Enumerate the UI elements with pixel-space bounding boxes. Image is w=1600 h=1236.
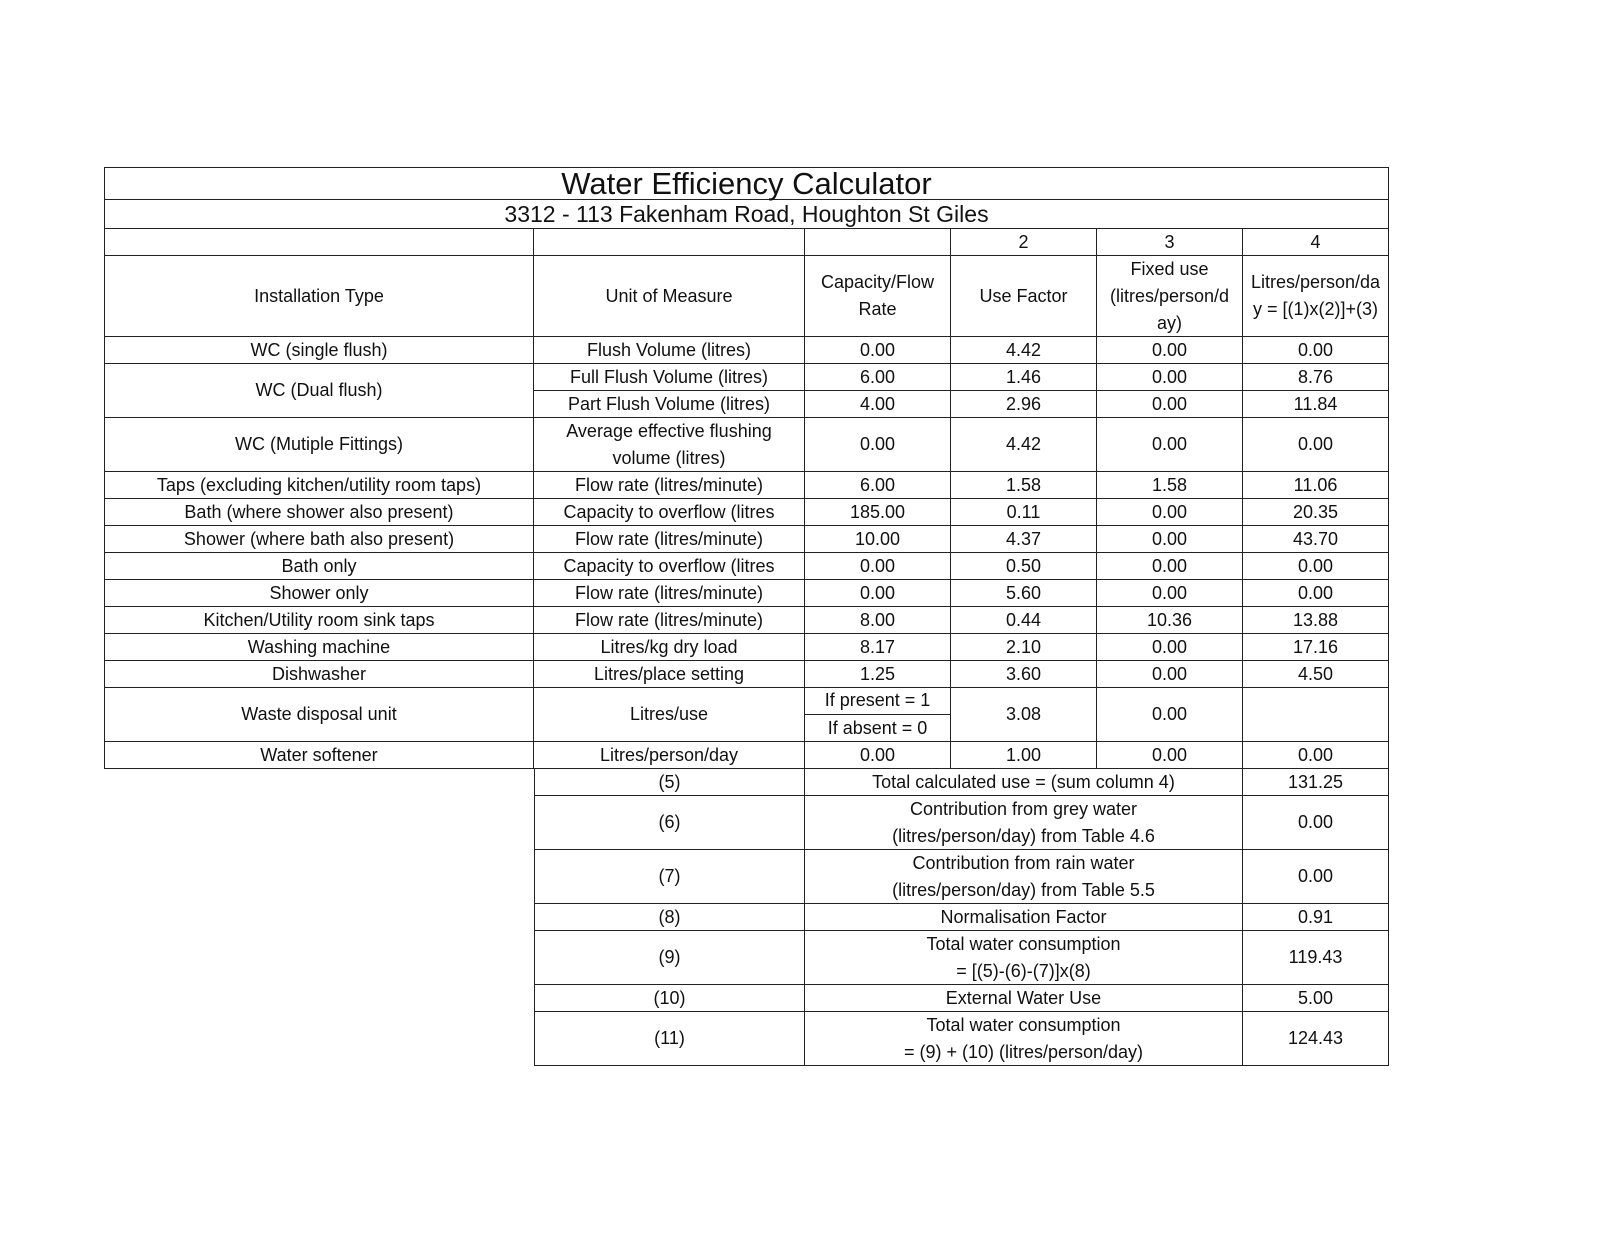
summary-8-desc: Normalisation Factor bbox=[805, 904, 1243, 931]
header-litres-line1: Litres/person/da bbox=[1250, 272, 1381, 292]
row-wc-dual-full-litres: 8.76 bbox=[1243, 364, 1389, 391]
col-number-2 bbox=[534, 229, 805, 256]
row-wc-dual-part-capacity: 4.00 bbox=[805, 391, 951, 418]
row-kitchen-taps-litres: 13.88 bbox=[1243, 607, 1389, 634]
row-dishwasher-litres: 4.50 bbox=[1243, 661, 1389, 688]
col-number-5: 3 bbox=[1097, 229, 1243, 256]
row-water-softener-capacity: 0.00 bbox=[805, 742, 951, 769]
col-number-4: 2 bbox=[951, 229, 1097, 256]
row-bath-only-type: Bath only bbox=[104, 553, 534, 580]
row-water-softener-unit: Litres/person/day bbox=[534, 742, 805, 769]
header-capacity-line1: Capacity/Flow bbox=[820, 272, 935, 292]
header-capacity bbox=[805, 256, 951, 337]
row-water-softener-fixed: 0.00 bbox=[1097, 742, 1243, 769]
row-wc-dual-part-unit: Part Flush Volume (litres) bbox=[534, 391, 805, 418]
summary-6-ref: (6) bbox=[534, 796, 805, 850]
header-capacity-line2: Rate bbox=[858, 299, 897, 319]
row-kitchen-taps-capacity: 8.00 bbox=[805, 607, 951, 634]
row-kitchen-taps-fixed: 10.36 bbox=[1097, 607, 1243, 634]
row-bath-only-use-factor: 0.50 bbox=[951, 553, 1097, 580]
col-number-6: 4 bbox=[1243, 229, 1389, 256]
row-shower-with-bath-capacity: 10.00 bbox=[805, 526, 951, 553]
summary-9-desc-line1: Total water consumption bbox=[926, 933, 1121, 954]
row-washing-machine-type: Washing machine bbox=[104, 634, 534, 661]
row-taps-fixed: 1.58 bbox=[1097, 472, 1243, 499]
row-wc-dual-full-unit: Full Flush Volume (litres) bbox=[534, 364, 805, 391]
row-wc-single-litres: 0.00 bbox=[1243, 337, 1389, 364]
row-wc-multiple-unit-line1: Average effective flushing bbox=[566, 420, 772, 441]
row-washing-machine-unit: Litres/kg dry load bbox=[534, 634, 805, 661]
waste-disposal-if-present: If present = 1 bbox=[805, 688, 950, 715]
header-litres-line2: y = [(1)x(2)]+(3) bbox=[1252, 299, 1379, 319]
summary-spacer bbox=[104, 1012, 534, 1066]
page-title: Water Efficiency Calculator bbox=[104, 167, 1389, 200]
summary-7-ref: (7) bbox=[534, 850, 805, 904]
row-shower-with-bath-type: Shower (where bath also present) bbox=[104, 526, 534, 553]
row-bath-with-shower-use-factor: 0.11 bbox=[951, 499, 1097, 526]
header-fixed-use-line1: Fixed use bbox=[1130, 258, 1209, 279]
row-wc-multiple-capacity: 0.00 bbox=[805, 418, 951, 472]
summary-7-value: 0.00 bbox=[1243, 850, 1389, 904]
row-waste-disposal-litres bbox=[1243, 688, 1389, 742]
row-wc-dual-part-fixed: 0.00 bbox=[1097, 391, 1243, 418]
summary-6-desc-line2: (litres/person/day) from Table 4.6 bbox=[892, 825, 1155, 846]
summary-11-desc bbox=[805, 1012, 1243, 1066]
header-fixed-use bbox=[1097, 256, 1243, 337]
row-shower-with-bath-unit: Flow rate (litres/minute) bbox=[534, 526, 805, 553]
row-bath-only-litres: 0.00 bbox=[1243, 553, 1389, 580]
summary-11-desc-line2: = (9) + (10) (litres/person/day) bbox=[903, 1041, 1144, 1062]
col-number-3 bbox=[805, 229, 951, 256]
summary-spacer bbox=[104, 850, 534, 904]
row-water-softener-type: Water softener bbox=[104, 742, 534, 769]
row-wc-single-unit: Flush Volume (litres) bbox=[534, 337, 805, 364]
row-washing-machine-use-factor: 2.10 bbox=[951, 634, 1097, 661]
summary-5-ref: (5) bbox=[534, 769, 805, 796]
summary-7-desc bbox=[805, 850, 1243, 904]
row-taps-capacity: 6.00 bbox=[805, 472, 951, 499]
row-wc-multiple-fixed: 0.00 bbox=[1097, 418, 1243, 472]
row-bath-with-shower-litres: 20.35 bbox=[1243, 499, 1389, 526]
row-waste-disposal-unit: Litres/use bbox=[534, 688, 805, 742]
summary-11-ref: (11) bbox=[534, 1012, 805, 1066]
row-shower-only-litres: 0.00 bbox=[1243, 580, 1389, 607]
col-number-1 bbox=[104, 229, 534, 256]
row-kitchen-taps-type: Kitchen/Utility room sink taps bbox=[104, 607, 534, 634]
summary-7-desc-line1: Contribution from rain water bbox=[912, 852, 1135, 873]
address-subtitle: 3312 - 113 Fakenham Road, Houghton St Giles bbox=[104, 200, 1389, 229]
row-waste-disposal-capacity bbox=[805, 688, 951, 742]
row-wc-dual-part-use-factor: 2.96 bbox=[951, 391, 1097, 418]
row-bath-only-capacity: 0.00 bbox=[805, 553, 951, 580]
summary-8-value: 0.91 bbox=[1243, 904, 1389, 931]
row-wc-multiple-litres: 0.00 bbox=[1243, 418, 1389, 472]
summary-8-ref: (8) bbox=[534, 904, 805, 931]
row-shower-with-bath-litres: 43.70 bbox=[1243, 526, 1389, 553]
row-shower-only-capacity: 0.00 bbox=[805, 580, 951, 607]
summary-spacer bbox=[104, 904, 534, 931]
waste-disposal-if-absent: If absent = 0 bbox=[827, 717, 928, 738]
summary-spacer bbox=[104, 985, 534, 1012]
row-dishwasher-fixed: 0.00 bbox=[1097, 661, 1243, 688]
calculator-table bbox=[104, 167, 1389, 1066]
row-wc-dual-type: WC (Dual flush) bbox=[104, 364, 534, 418]
row-wc-dual-full-capacity: 6.00 bbox=[805, 364, 951, 391]
row-washing-machine-fixed: 0.00 bbox=[1097, 634, 1243, 661]
row-dishwasher-type: Dishwasher bbox=[104, 661, 534, 688]
summary-9-value: 119.43 bbox=[1243, 931, 1389, 985]
row-wc-dual-full-fixed: 0.00 bbox=[1097, 364, 1243, 391]
row-kitchen-taps-unit: Flow rate (litres/minute) bbox=[534, 607, 805, 634]
summary-spacer bbox=[104, 796, 534, 850]
header-use-factor: Use Factor bbox=[951, 256, 1097, 337]
row-shower-with-bath-use-factor: 4.37 bbox=[951, 526, 1097, 553]
row-wc-single-capacity: 0.00 bbox=[805, 337, 951, 364]
row-wc-multiple-unit bbox=[534, 418, 805, 472]
row-bath-only-unit: Capacity to overflow (litres bbox=[534, 553, 805, 580]
row-wc-multiple-unit-line2: volume (litres) bbox=[612, 447, 726, 468]
row-washing-machine-capacity: 8.17 bbox=[805, 634, 951, 661]
row-shower-with-bath-fixed: 0.00 bbox=[1097, 526, 1243, 553]
row-shower-only-type: Shower only bbox=[104, 580, 534, 607]
summary-10-ref: (10) bbox=[534, 985, 805, 1012]
row-washing-machine-litres: 17.16 bbox=[1243, 634, 1389, 661]
summary-5-value: 131.25 bbox=[1243, 769, 1389, 796]
header-fixed-use-line3: ay) bbox=[1156, 312, 1182, 333]
summary-9-ref: (9) bbox=[534, 931, 805, 985]
row-shower-only-fixed: 0.00 bbox=[1097, 580, 1243, 607]
row-bath-with-shower-fixed: 0.00 bbox=[1097, 499, 1243, 526]
row-water-softener-use-factor: 1.00 bbox=[951, 742, 1097, 769]
row-bath-with-shower-capacity: 185.00 bbox=[805, 499, 951, 526]
row-dishwasher-use-factor: 3.60 bbox=[951, 661, 1097, 688]
row-taps-unit: Flow rate (litres/minute) bbox=[534, 472, 805, 499]
summary-6-desc-line1: Contribution from grey water bbox=[909, 798, 1138, 819]
header-unit-of-measure: Unit of Measure bbox=[534, 256, 805, 337]
row-wc-dual-full-use-factor: 1.46 bbox=[951, 364, 1097, 391]
summary-6-desc bbox=[805, 796, 1243, 850]
summary-7-desc-line2: (litres/person/day) from Table 5.5 bbox=[892, 879, 1155, 900]
row-shower-only-use-factor: 5.60 bbox=[951, 580, 1097, 607]
summary-10-desc: External Water Use bbox=[805, 985, 1243, 1012]
row-bath-with-shower-unit: Capacity to overflow (litres bbox=[534, 499, 805, 526]
row-wc-single-fixed: 0.00 bbox=[1097, 337, 1243, 364]
summary-11-desc-line1: Total water consumption bbox=[926, 1014, 1121, 1035]
summary-6-value: 0.00 bbox=[1243, 796, 1389, 850]
row-kitchen-taps-use-factor: 0.44 bbox=[951, 607, 1097, 634]
row-wc-single-use-factor: 4.42 bbox=[951, 337, 1097, 364]
summary-spacer bbox=[104, 769, 534, 796]
header-installation-type: Installation Type bbox=[104, 256, 534, 337]
row-waste-disposal-use-factor: 3.08 bbox=[951, 688, 1097, 742]
summary-spacer bbox=[104, 931, 534, 985]
row-bath-only-fixed: 0.00 bbox=[1097, 553, 1243, 580]
row-taps-type: Taps (excluding kitchen/utility room taps) bbox=[104, 472, 534, 499]
row-taps-litres: 11.06 bbox=[1243, 472, 1389, 499]
row-dishwasher-capacity: 1.25 bbox=[805, 661, 951, 688]
summary-11-value: 124.43 bbox=[1243, 1012, 1389, 1066]
row-taps-use-factor: 1.58 bbox=[951, 472, 1097, 499]
row-waste-disposal-fixed: 0.00 bbox=[1097, 688, 1243, 742]
header-fixed-use-line2: (litres/person/d bbox=[1109, 285, 1230, 306]
row-waste-disposal-type: Waste disposal unit bbox=[104, 688, 534, 742]
summary-9-desc-line2: = [(5)-(6)-(7)]x(8) bbox=[956, 960, 1091, 981]
summary-10-value: 5.00 bbox=[1243, 985, 1389, 1012]
row-wc-multiple-type: WC (Mutiple Fittings) bbox=[104, 418, 534, 472]
row-bath-with-shower-type: Bath (where shower also present) bbox=[104, 499, 534, 526]
row-water-softener-litres: 0.00 bbox=[1243, 742, 1389, 769]
summary-9-desc bbox=[805, 931, 1243, 985]
header-litres bbox=[1243, 256, 1389, 337]
summary-5-desc: Total calculated use = (sum column 4) bbox=[805, 769, 1243, 796]
row-wc-multiple-use-factor: 4.42 bbox=[951, 418, 1097, 472]
row-shower-only-unit: Flow rate (litres/minute) bbox=[534, 580, 805, 607]
row-dishwasher-unit: Litres/place setting bbox=[534, 661, 805, 688]
row-wc-dual-part-litres: 11.84 bbox=[1243, 391, 1389, 418]
row-wc-single-type: WC (single flush) bbox=[104, 337, 534, 364]
